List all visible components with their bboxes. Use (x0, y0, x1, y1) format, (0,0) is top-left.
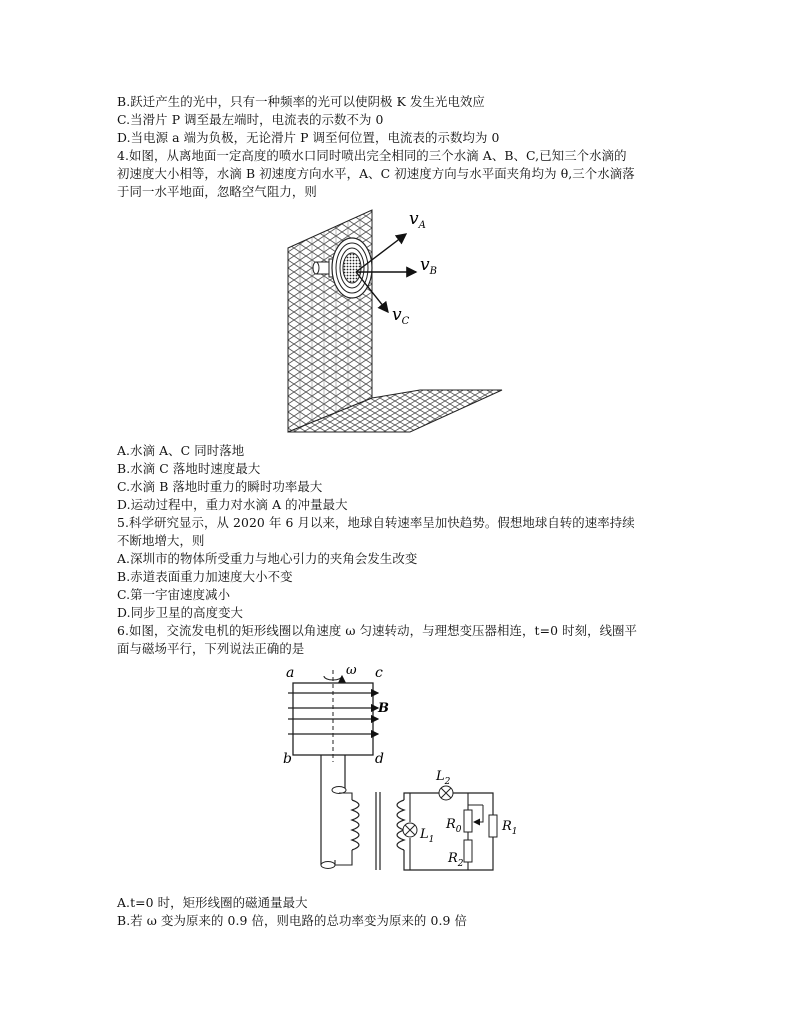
shaft (321, 755, 345, 865)
q4-option-d: D.运动过程中，重力对水滴 A 的冲量最大 (117, 497, 348, 512)
q3-option-d: D.当电源 a 端为负极，无论滑片 P 调至何位置，电流表的示数均为 0 (117, 130, 500, 145)
q6-option-b: B.若 ω 变为原来的 0.9 倍，则电路的总功率变为原来的 0.9 倍 (117, 913, 467, 928)
q3-option-b: B.跃迁产生的光中，只有一种频率的光可以使阴极 K 发生光电效应 (117, 94, 485, 109)
primary-coil (352, 800, 359, 850)
lamp-l1 (403, 823, 417, 837)
label-vb: $v_B$ (420, 255, 437, 277)
q4-option-a: A.水滴 A、C 同时落地 (117, 443, 245, 458)
resistor-r0 (464, 810, 472, 832)
q3-option-c: C.当滑片 P 调至最左端时，电流表的示数不为 0 (117, 112, 384, 127)
label-d: d (375, 751, 384, 767)
label-va: $v_A$ (409, 209, 426, 231)
label-r1: $R_1$ (502, 819, 518, 837)
label-c: c (375, 665, 383, 681)
label-r0: $R_0$ (446, 817, 462, 835)
label-vc: $v_C$ (392, 305, 410, 327)
q6-stem-line-1: 6.如图，交流发电机的矩形线圈以角速度 ω 匀速转动，与理想变压器相连，t=0 时刻，线圈平 (117, 623, 638, 638)
q4-stem-line-3: 于同一水平地面，忽略空气阻力，则 (117, 184, 317, 199)
q5-option-d: D.同步卫星的高度变大 (117, 605, 244, 620)
water-nozzle-figure (270, 200, 520, 445)
q5-stem-line-1: 5.科学研究显示，从 2020 年 6 月以来，地球自转速率呈加快趋势。假想地球自转的速率持续 (117, 515, 635, 530)
secondary-coil (397, 800, 404, 850)
q6-stem-line-2: 面与磁场平行，下列说法正确的是 (117, 641, 305, 656)
q5-option-c: C.第一宇宙速度减小 (117, 587, 231, 602)
label-b-field: B (378, 701, 389, 716)
label-l2: $L_2$ (436, 769, 451, 787)
label-a: a (286, 665, 295, 681)
resistor-r2 (464, 840, 472, 862)
q6-option-a: A.t=0 时，矩形线圈的磁通量最大 (117, 895, 308, 910)
label-omega: ω (346, 663, 357, 678)
q5-stem-line-2: 不断地增大，则 (117, 533, 205, 548)
label-r2: $R_2$ (448, 851, 464, 869)
q5-option-b: B.赤道表面重力加速度大小不变 (117, 569, 293, 584)
q4-option-c: C.水滴 B 落地时重力的瞬时功率最大 (117, 479, 323, 494)
q4-stem-line-2: 初速度大小相等，水滴 B 初速度方向水平，A、C 初速度方向与水平面夹角均为 θ,三个水滴落 (117, 166, 635, 181)
label-b-corner: b (283, 751, 292, 767)
q4-option-b: B.水滴 C 落地时速度最大 (117, 461, 261, 476)
label-l1: $L_1$ (420, 827, 435, 845)
q5-option-a: A.深圳市的物体所受重力与地心引力的夹角会发生改变 (117, 551, 418, 566)
lamp-l2 (439, 786, 453, 800)
resistor-r1 (489, 815, 497, 837)
q4-stem-line-1: 4.如图，从离地面一定高度的喷水口同时喷出完全相同的三个水滴 A、B、C,已知三个水滴的 (117, 148, 627, 163)
generator-circuit-figure (278, 660, 528, 890)
